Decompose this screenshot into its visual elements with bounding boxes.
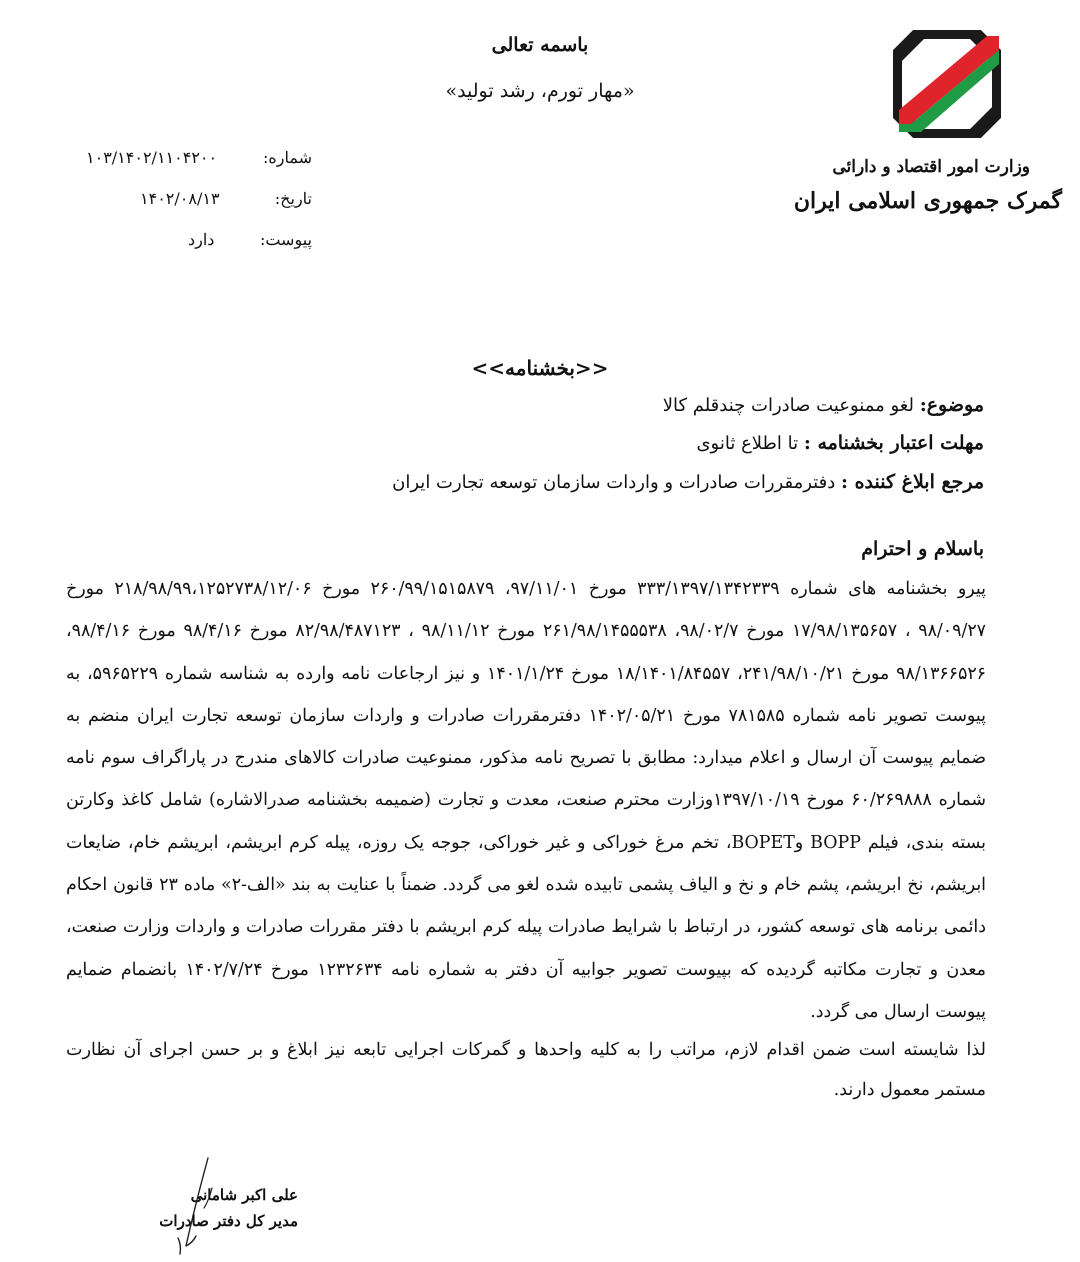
circular-title: <<بخشنامه>> (471, 356, 609, 380)
authority-value: دفترمقررات صادرات و واردات سازمان توسعه تجارت ایران (392, 472, 841, 493)
conclusion-paragraph: لذا شایسته است ضمن اقدام لازم، مراتب را به کلیه واحدها و گمرکات اجرایی تابعه نیز ابلاغ و بر حسن اجرای آن نظارت مستمر معمول دارند. (66, 1040, 986, 1100)
number-label: شماره: (262, 148, 312, 167)
date-value: ۱۴۰۲/۰۸/۱۳ (140, 189, 220, 208)
number-value: ۱۰۳/۱۴۰۲/۱۱۰۴۲۰۰ (86, 148, 218, 167)
bismillah-heading: باسمه تعالی (491, 34, 589, 56)
validity-label: مهلت اعتبار بخشنامه : (803, 432, 984, 454)
customs-logo-icon (893, 30, 1001, 138)
body-paragraph: پیرو بخشنامه های شماره ۳۳۳/۱۳۹۷/۱۳۴۲۳۳۹ مورخ ۹۷/۱۱/۰۱، ۲۶۰/۹۹/۱۵۱۵۸۷۹ مورخ ۲۱۸/۹۸/۹۹،۱۲۵۲۷۳۸/۱۲/۰۶ مورخ ۹۸/۰۹/۲۷ ، ۱۷/۹۸/۱۳۵۶۵۷ مورخ ۹۸/۰۲/۷، ۲۶۱/۹۸/۱۴۵۵۵۳۸ مورخ ۹۸/۱۱/۱۲ ، ۸۲/۹۸/۴۸۷۱۲۳ مورخ ۹۸/۴/۱۶ مورخ ۹۸/۴/۱۶، ۹۸/۱۳۶۶۵۲۶ مورخ ۲۴۱/۹۸/۱۰/۲۱، ۱۸/۱۴۰۱/۸۴۵۵۷ مورخ ۱۴۰۱/۱/۲۴ و نیز ارجاعات نامه وارده به شناسه شماره ۵۹۶۵۲۲۹، به پیوست تصویر نامه شماره ۷۸۱۵۸۵ مورخ ۱۴۰۲/۰۵/۲۱ دفترمقررات صادرات و واردات سازمان توسعه تجارت ایران منضم به ضمایم پیوست آن ارسال و اعلام میدارد: مطابق با تصریح نامه مذکور، ممنوعیت صادرات کالاهای مندرج در پاراگراف سوم نامه شماره ۶۰/۲۶۹۸۸۸ مورخ ۱۳۹۷/۱۰/۱۹وزارت محترم صنعت، معدت و تجارت (ضمیمه بخشنامه صدرالاشاره) شامل کاغذ وکارتن بسته بندی، فیلم BOPP وBOPET، تخم مرغ خوراکی و غیر خوراکی، جوجه یک روزه، پیله کرم ابریشم، ابریشم خام، ضایعات ابریشم، نخ ابریشم، پشم خام و نخ و الیاف پشمی تابیده شده لغو می گردد. ضمناً با عنایت به بند «الف-۲» ماده ۲۳ قانون احکام دائمی برنامه های توسعه کشور، در ارتباط با شرایط صادرات پیله کرم ابریشم با دفتر مقررات صادرات و واردات وزارت صنعت، معدن و تجارت مکاتبه گردیده که بپیوست تصویر جوابیه آن دفتر به شماره نامه ۱۲۳۲۶۳۴ مورخ ۱۴۰۲/۷/۲۴ بانضمام ضمایم پیوست ارسال می گردد. (66, 579, 987, 1022)
attachment-label: پیوست: (259, 230, 312, 249)
authority-label: مرجع ابلاغ کننده : (840, 471, 984, 493)
ministry-name: وزارت امور اقتصاد و دارائی (832, 157, 1030, 177)
signatory-title: مدیر کل دفتر صادرات (159, 1212, 298, 1230)
subject-value: لغو ممنوعیت صادرات چندقلم کالا (662, 395, 920, 416)
date-label: تاریخ: (274, 189, 312, 208)
subject-line (663, 394, 984, 416)
slogan: «مهار تورم، رشد تولید» (445, 80, 635, 102)
subject-label: موضوع: (919, 394, 984, 416)
attachment-value: دارد (188, 230, 215, 249)
greeting: باسلام و احترام (861, 538, 984, 560)
validity-line (696, 432, 984, 454)
validity-value: تا اطلاع ثانوی (696, 433, 804, 454)
organization-name: گمرک جمهوری اسلامی ایران (793, 188, 1062, 214)
signatory-name: علی اکبر شامانی (190, 1186, 298, 1204)
handwritten-signature-icon (150, 1150, 230, 1260)
authority-line (392, 471, 984, 493)
